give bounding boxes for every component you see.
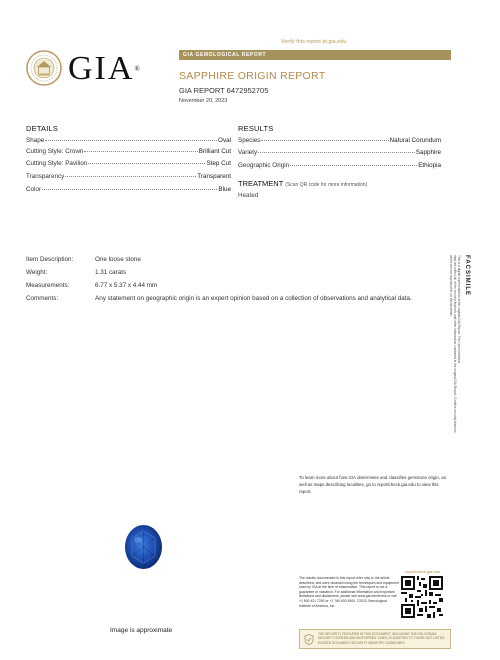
security-features-text: THE SECURITY FEATURES IN THIS DOCUMENT, INCLUDING THE HOLOGRAM, SECURITY SCREEN AND MICROPRINT LINES, IN ADDITION TO THOSE NOT LISTED, EXCEED DOCUMENT SECURITY INDUSTRY GUIDELINES. xyxy=(318,632,446,645)
report-title: SAPPHIRE ORIGIN REPORT xyxy=(179,70,326,82)
disclaimer-text: The results documented in this report refer only to the article described, and were obtained using the techniques and equipment used by GIA at the time of examination. This report is not a guarantee or valuation. For additional information and important limitations and disclaimers, please see www.gia.edu/terms or call +1 800 421 7250 or +1 760 603 4500. ©2023 Gemological Institute of America, Inc. xyxy=(299,576,399,608)
details-row-transparency: Transparency Transparent xyxy=(26,173,231,180)
verify-link[interactable]: Verify this report at gia.edu xyxy=(281,39,347,45)
report-date: November 20, 2023 xyxy=(179,98,228,104)
security-seal-icon xyxy=(304,634,314,645)
details-row-crown: Cutting Style: Crown Brilliant Cut xyxy=(26,148,231,155)
learn-more-text: To learn more about how GIA determines and classifies gemstone origin, as well as maps describing localities, go to reportcheck.gia.edu to view this report. xyxy=(299,475,446,494)
treatment-heading: TREATMENT (Scan QR code for more information) xyxy=(238,179,368,188)
security-features-bar xyxy=(299,629,451,649)
gia-seal-icon xyxy=(26,50,62,86)
image-caption: Image is approximate xyxy=(110,627,173,634)
results-heading: RESULTS xyxy=(238,124,274,133)
results-row-species: Species Natural Corundum xyxy=(238,137,441,144)
details-row-color: Color Blue xyxy=(26,186,231,193)
details-row-pavilion: Cutting Style: Pavilion Step Cut xyxy=(26,160,231,167)
reportcheck-link[interactable]: reportcheck.gia.edu xyxy=(405,569,441,574)
treatment-value: Heated xyxy=(238,192,259,199)
details-row-shape: Shape Oval xyxy=(26,137,231,144)
results-row-origin: Geographic Origin Ethiopia xyxy=(238,162,441,169)
report-band: GIA GEMOLOGICAL REPORT xyxy=(179,50,451,60)
facsimile-notice: FACSIMILE This is a digital representation of the original GIA Report. This representation may not reflect all of the security features and other information contained in the original GIA Report. Confirm security features, which are not reproducible on this facsimile. xyxy=(449,255,470,434)
qr-code-icon[interactable] xyxy=(401,576,443,618)
report-number: GIA REPORT 6472952705 xyxy=(179,86,269,95)
sapphire-image xyxy=(124,524,163,570)
results-row-variety: Variety Sapphire xyxy=(238,149,441,156)
gia-logo: GIA® xyxy=(68,50,140,87)
details-heading: DETAILS xyxy=(26,124,59,133)
